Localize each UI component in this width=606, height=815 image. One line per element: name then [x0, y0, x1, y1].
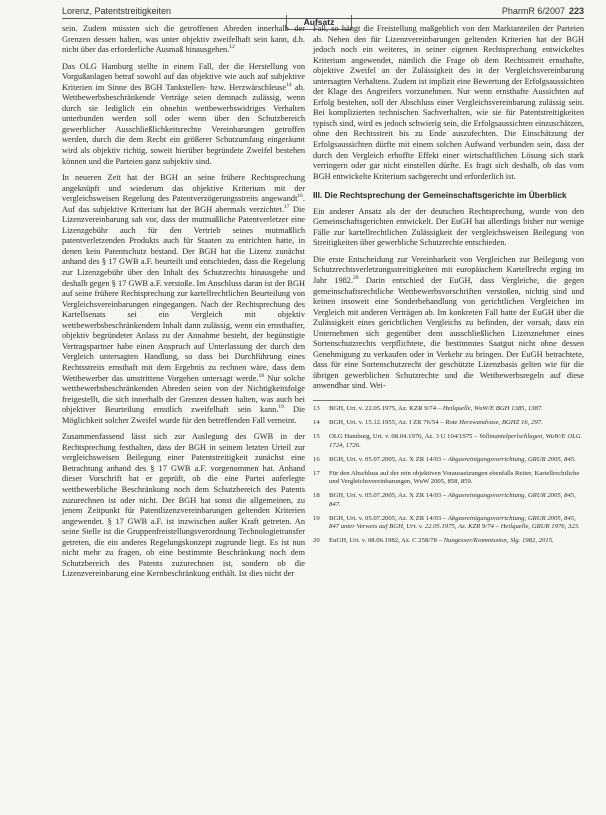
- footnote-number: 15: [313, 433, 320, 441]
- right-column: [313, 24, 584, 551]
- footnote-number: 19: [313, 514, 320, 522]
- footnote-title: Rote Herzwandvase, BGHZ 16, 297.: [445, 419, 543, 427]
- footnote-number: 13: [313, 405, 320, 412]
- footnote: [313, 492, 584, 508]
- footnote-title: Nungesser/Kommission, Slg. 1982, 2015.: [443, 537, 554, 545]
- paragraph: Ein anderer Ansatz als der der deutschen Rechtsprechung, wurde von den Gemeinschaftsgerichten entwickelt. Der EuGH hat allerdings bisher nur wenige Fälle zur kartellrechtlichen Zulässigkeit der vergleichsweisen Beilegung von Streitigkeiten über gewerbliche Schutzrechte entschieden.: [313, 206, 584, 248]
- paragraph: Fall, so hängt die Freistellung maßgeblich von den Marktanteilen der Parteien ab. Neben den für Lizenzvereinbarungen geltenden Kriterien hat der BGH jedoch noch ein weiteres, in seiner eigenen Rechtsprechung entwickeltes Kriterium angewendet, nämlich die Frage ob dem Rechtsstreit ernsthafte, objektive Zweifel an der Zulässigkeit des in der Vergleichsvereinbarung untersagten Verhaltens. Zudem ist implizit eine Bewertung der Erfolgsaussichten der Klage des Angreifers vorzunehmen. Nur wenn ernsthafte Aussichten auf Erfolg bestehen, soll der Abschluss einer Vergleichsvereinbarung zulässig sein. Bei komplizierten technischen Sachverhalten, wie sie für Patentstreitigkeiten typisch sind, wird es jedoch schwierig sein, die Erfolgsaussichten einzuschätzen, ohne den Rechtsstreit bis zu Ende auszufechten. Die Einschätzung der Erfolgsaussichten dürfte mit einem solchen Aufwand verbunden sein, dass der durch den Vergleich erhoffte Effekt einer wirtschaftlichen Lösung sich stark verringern oder gar nicht einstellen dürfte. Es fragt sich deshalb, ob das vom BGH entwickelte Kriterium sachgerecht und erforderlich ist.: [313, 24, 584, 181]
- footnote-text: OLG Hamburg, Urt. v. 08.04.1976, Az. 3 U 104/1975 –: [329, 433, 480, 441]
- footnote-number: 17: [313, 470, 320, 478]
- footnote-text: Für den Abschluss auf der rein objektiven Voraussetzungen ebenfalls Reiter, Kartellrechtliche und Vergleichsvereinbarungen, WuW 2005, 858, 859.: [329, 470, 580, 486]
- footnote-title: Vollmantelperlschlagen, WuW/E OLG 1724, 1726.: [329, 433, 581, 449]
- footnote: [313, 405, 584, 413]
- section-tab: Aufsatz: [286, 15, 352, 30]
- header-rule: [62, 18, 584, 19]
- section-heading: III. Die Rechtsprechung der Gemeinschaftsgerichte im Überblick: [313, 190, 567, 201]
- footnote-title: Abgasreinigungsvorrichtung, GRUR 2005, 845.: [447, 455, 576, 463]
- footnote-title: Abgasreinigungsvorrichtung, GRUR 2005, 845, 847 unter Verweis auf BGH, Urt. v. 22.05.1975, Az. KZR 9/74 – Heilquelle, GRUR 1976, 323.: [329, 514, 580, 531]
- left-column: [62, 24, 305, 586]
- page-number: 223: [568, 6, 584, 16]
- footnote-text: BGH, Urt. v. 05.07.2005, Az. X ZR 14/03 –: [329, 492, 448, 500]
- footnote: [313, 419, 584, 427]
- paragraph: Die erste Entscheidung zur Vereinbarkeit von Vergleichen zur Beilegung von Schutzrechtsverletzungsstreitigkeiten mit europäischem Kartellrecht erging im Jahr 1982.20 Darin entschied der EuGH, dass Vergleiche, die gegen gemeinschaftsrechtliche Wettbewerbsvorschriften verstoßen, nichtig sind und keinen insoweit eine Sonderbehandlung von gerichtlichen Vergleichen im Vergleich mit anderen Verträgen ab. Im konkreten Fall hatte der EuGH über die Zulässigkeit eines gerichtlichen Vergleichs zu befinden, der vorsah, dass ein Unternehmen sich gegenüber dem ausschließlichen Lizenznehmer eines Sortenschutzrechts verpflichtete, die bestimmtes Saatgut nicht ohne dessen Genehmigung zu verkaufen oder in Verkehr zu bringen. Der EuGH betrachtete, dass für eine Sortenschutzrecht der geschützte Lizenzbasis gelten wie für die übrigen gewerblichen Schutzrechte und die Wettbewerbsregeln auf diese anwendbar sind. Wei-: [313, 254, 584, 391]
- paragraph: In neueren Zeit hat der BGH an seine frühere Rechtsprechung angeknüpft und wiederum das objektive Kriterium mit der vergleichsweisen Regelung des Patentverzögerungsstreits angewandt$^{16}$. Auf das subjektive Kriterium hat der BGH abermals verzichtet.$^{17}$ Die Lizenzvereinbarung sah vor, dass der mutmaßliche Patentverletzer eine Lizenzgebühr auch für den Vertrieb seines mutmaßlich patentverletzenden Produkts auch für Staaten zu entrichten hatte, in denen kein Patentschutz bestand. Der BGH hat die Lizenz zunächst anhand des § 17 GWB a.F. beurteilt und entschieden, dass die Regelung zur Lizenzgebühr über den Inhalt des Schutzrechts hinausgehe und deshalb gegen § 17 GWB a.F. verstoße. Im Anschluss daran ist der BGH auf seine frühere Rechtsprechung zur kartellrechtlichen Beurteilung von Vergleichsvereinbarungen eingegangen. Nach der Rechtsprechung des Kartellsenats sei ein Vergleich mit objektiv wettbewerbsbeschränkendem Inhalt dann zulässig, wenn ein ernsthafter, objektiv begründeter Anlass zu der Annahme besteht, der begünstigte Vertragspartner habe einen Anspruch auf Unterlassung der durch den Vergleich untersagten Handlung, so dass bei Durchführung eines Rechtsstreits ernsthaft mit dem Ergebnis zu rechnen wäre, dass dem Wettbewerber das umstrittene Vorgehen untersagt werde.$^{18}$ Nur solche wettbewerbsbeschränkenden Abreden seien von der Nichtigkeitsfolge freigestellt, die sich innerhalb der Grenzen dessen halten, was auch bei objektiver Beurteilung ernstlich zweifelhaft sein kann.$^{19}$ Die Möglichkeit solcher Zweifel wurde für den betreffenden Fall verneint.: [62, 173, 306, 425]
- running-head: Lorenz, Patentstreitigkeiten: [62, 6, 172, 16]
- footnote: [313, 537, 584, 545]
- footnote: [313, 433, 584, 449]
- footnote: [313, 456, 584, 464]
- footnote: [313, 515, 584, 531]
- footnote-text: BGH, Urt. v. 05.07.2005, Az. X ZR 14/03 –: [329, 455, 448, 463]
- footnote-number: 20: [313, 537, 320, 545]
- footnote-title: Heilquelle, WuW/E BGH 1385, 1387.: [442, 405, 543, 412]
- footnote-number: 16: [313, 455, 320, 463]
- paragraph: Das OLG Hamburg stellte in einem Fall, der die Herstellung von Vorgußanlagen betraf sowohl auf das objektive wie auch auf subjektive Kriterien im Sinne des BGH Tankstellen- bzw. Herzwärschleuse$^{14}$ ab. Wettbewerbsbeschränkende Verträge seien demnach zulässig, wenn durch sie lediglich ein ohnehin wettbewerbswidriges Verhalten unterbunden werden soll oder wenn über den Schutzbereich gewerblicher Ausschließlichkeitsrechte Vereinbarungen getroffen werden, durch die dem Recht ein größerer Schutzumfang eingeräumt wird als objektiv richtig, soweit hierüber begründete Zweifel bestehen können und die Parteien ganz subjektiv sind.: [62, 61, 305, 166]
- page-header-right: [502, 6, 584, 16]
- footnote-number: 18: [313, 492, 320, 500]
- paragraph: Zusammenfassend lässt sich zur Auslegung des GWB in der Rechtsprechung festhalten, dass der BGH in seinem letzten Urteil zur vergleichsweisen Beilegung einer Patentstreitigkeit zunächst eine Betrachtung anhand des § 17 GWB a.F. vorgenommen hat. Anhand dieser Vorschrift hat er geprüft, ob die eine Partei auferlegte wettbewerbliche Beschränkung noch dem Schutzbereich des Patents zuzurechnen ist oder nicht. Der BGH hat sonst die allgemeinen, zu jenem Zeitpunkt für Patentlizenzvereinbarungen geltenden Kriterien angewendet. § 17 GWB a.F. ist inzwischen außer Kraft getreten. An seine Stelle ist die Gruppenfreistellungsverordnung Technologietransfer getreten, die ein anderes Regelungskonzept zugrunde liegt. Es ist nun nicht mehr zu fragen, ob eine bestimmte Beschränkung noch dem Schutzbereich des Patents zuzurechnen ist, sondern ob die Lizenzvereinbarung eine Kernbeschränkung enthält. Ist dies nicht der: [62, 432, 305, 579]
- footnote-rule: [313, 400, 453, 401]
- footnote-text: BGH, Urt. v. 15.12.1955, Az. I ZR 76/54 –: [329, 419, 446, 427]
- footnote-title: Abgasreinigungsvorrichtung, GRUR 2005, 845, 847.: [329, 492, 576, 508]
- paragraph: sein. Zudem müssten sich die getroffenen Abreden innerhalb der Grenzen dessen halten, was unter objektiv zweifelhaft sein kann, d.h. nicht über das erforderliche Ausmaß hinausgehen.$^{12}$: [62, 24, 305, 55]
- footnote: [313, 470, 584, 486]
- footnotes: [313, 405, 584, 545]
- journal-issue: PharmR 6/2007: [501, 6, 565, 16]
- footnote-number: 14: [313, 419, 320, 427]
- footnote-text: BGH, Urt. v. 05.07.2005, Az. X ZR 14/03 –: [329, 514, 448, 522]
- footnote-text: BGH, Urt. v. 22.05.1975, Az. KZR 9/74 –: [329, 405, 443, 412]
- footnote-text: EuGH, Urt. v. 08.06.1982, Az. C 258/78 –: [329, 537, 444, 545]
